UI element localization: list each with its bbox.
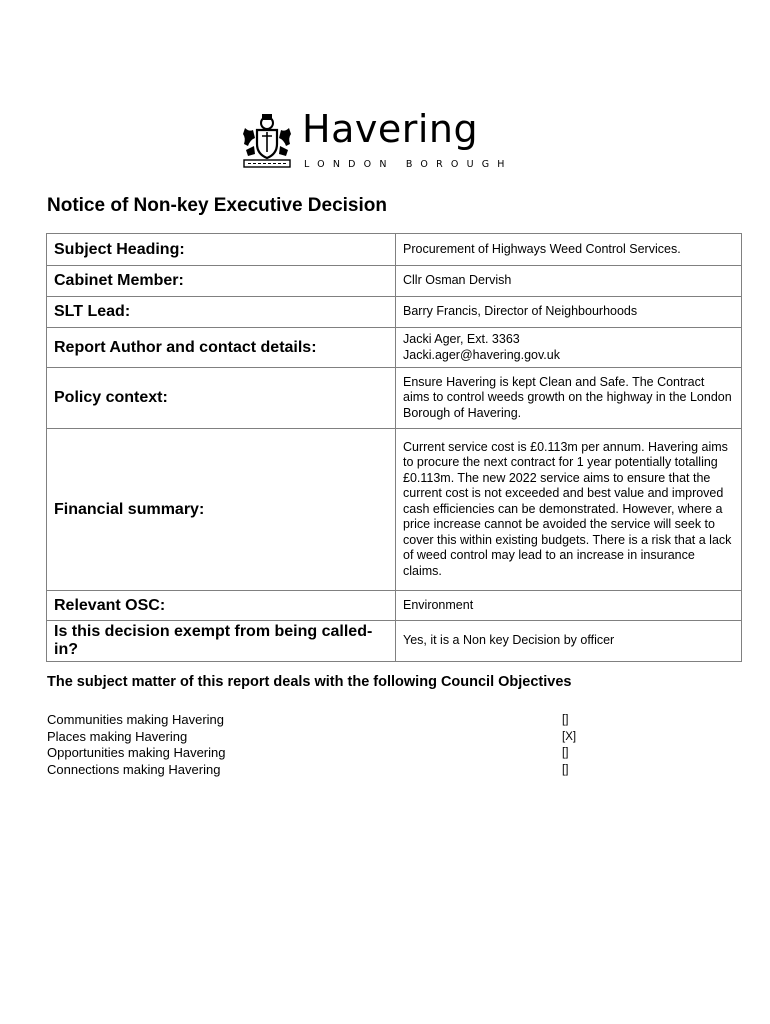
- row-label: Subject Heading:: [47, 234, 396, 266]
- coat-of-arms-icon: [243, 114, 291, 167]
- table-row: [47, 328, 742, 368]
- logo-tagline: LONDON BOROUGH: [304, 159, 513, 170]
- row-label: Cabinet Member:: [47, 266, 396, 297]
- row-label: Is this decision exempt from being called-in?: [47, 621, 396, 662]
- decision-details-table: [46, 233, 742, 662]
- author-name: Jacki Ager, Ext. 3363: [403, 332, 520, 346]
- row-value: Barry Francis, Director of Neighbourhoods: [396, 297, 742, 328]
- table-row: [47, 266, 742, 297]
- logo-wordmark: Havering: [302, 107, 479, 151]
- row-value: Cllr Osman Dervish: [396, 266, 742, 297]
- row-value: [396, 328, 742, 368]
- objective-checkbox: [X]: [562, 730, 577, 743]
- row-value: Procurement of Highways Weed Control Services.: [396, 234, 742, 266]
- row-label: Policy context:: [47, 368, 396, 429]
- page-title: Notice of Non-key Executive Decision: [47, 195, 387, 216]
- list-item: [47, 745, 587, 762]
- table-row: [47, 429, 742, 591]
- table-row: [47, 591, 742, 621]
- row-label: SLT Lead:: [47, 297, 396, 328]
- row-label: Financial summary:: [47, 429, 396, 591]
- objective-checkbox: []: [562, 747, 569, 759]
- objective-label: Connections making Havering: [47, 761, 221, 777]
- list-item: [47, 729, 587, 746]
- table-row: [47, 621, 742, 662]
- table-row: [47, 234, 742, 266]
- objective-label: Places making Havering: [47, 728, 188, 744]
- table-row: [47, 297, 742, 328]
- havering-logo: [240, 107, 530, 176]
- list-item: [47, 712, 587, 729]
- row-label: Report Author and contact details:: [47, 328, 396, 368]
- objective-label: Communities making Havering: [47, 712, 225, 727]
- objective-checkbox: []: [562, 763, 569, 776]
- row-value: Current service cost is £0.113m per annum. Havering aims to procure the next contract for 1 year potentially totalling £0.113m. The new 2022 service aims to ensure that the current cost is not exceeded and best value and improved cash efficiencies can be demonstrated. However, where a price increase cannot be avoided the service will seek to cover this within existing budgets. There is a risk that a lack of weed control may lead to an increase in insurance claims.: [396, 429, 742, 591]
- row-value: Ensure Havering is kept Clean and Safe. The Contract aims to control weeds growth on the highway in the London Borough of Havering.: [396, 368, 742, 429]
- row-value: Environment: [396, 591, 742, 621]
- objective-checkbox: []: [562, 714, 569, 726]
- objective-label: Opportunities making Havering: [47, 745, 226, 760]
- objectives-heading: The subject matter of this report deals with the following Council Objectives: [47, 674, 572, 690]
- row-label: Relevant OSC:: [47, 591, 396, 621]
- objectives-list: [47, 712, 587, 778]
- author-email: Jacki.ager@havering.gov.uk: [403, 347, 560, 362]
- row-value: Yes, it is a Non key Decision by officer: [396, 621, 742, 662]
- list-item: [47, 762, 587, 779]
- table-row: [47, 368, 742, 429]
